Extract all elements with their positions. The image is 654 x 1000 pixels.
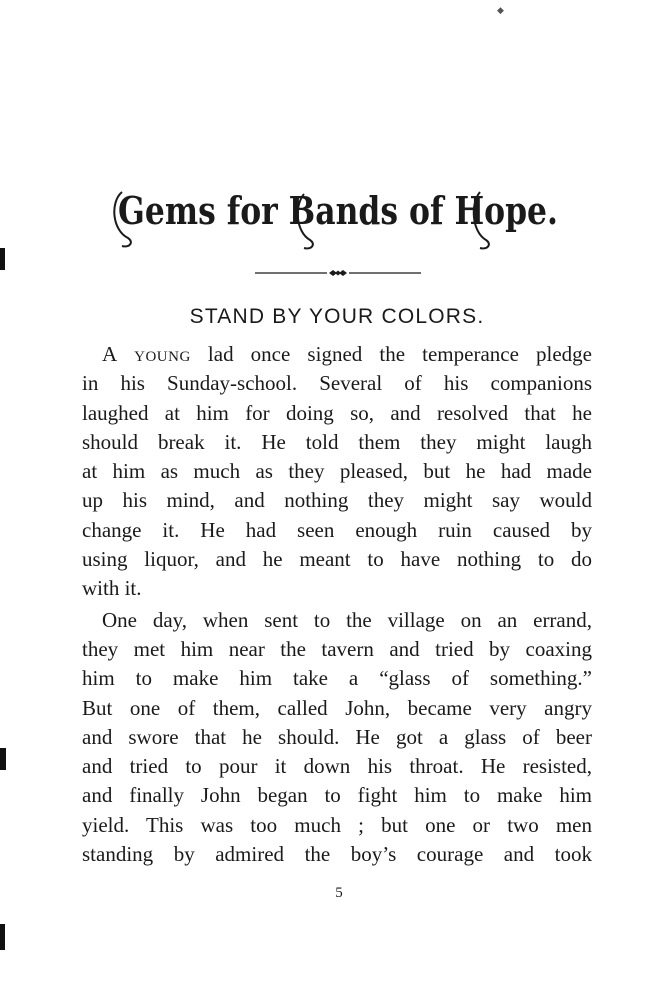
text-line — [82, 340, 592, 369]
text-line: yield. This was too much ; but one or two men — [82, 812, 592, 837]
text-line: with it. — [82, 576, 142, 601]
scan-speck: ◆ — [497, 6, 504, 16]
chapter-heading: STAND BY YOUR COLORS. — [189, 305, 485, 328]
text-line: at him as much as they pleased, but he had made — [82, 459, 592, 484]
book-title — [108, 180, 568, 250]
text-line: him to make him take a “glass of something.” — [82, 666, 592, 691]
scan-edge-mark — [0, 924, 5, 950]
text-line: and finally John began to fight him to make him — [82, 783, 592, 808]
text-line: standing by admired the boy’s courage and took — [82, 842, 592, 867]
scan-edge-mark — [0, 248, 5, 270]
text-line: up his mind, and nothing they might say would — [82, 488, 592, 513]
text-line: should break it. He told them they might laugh — [82, 429, 592, 454]
page-number: 5 — [335, 885, 343, 901]
text-line: and swore that he should. He got a glass of beer — [82, 724, 592, 749]
text-line: change it. He had seen enough ruin caused by — [82, 517, 592, 542]
ornamental-rule — [255, 268, 421, 278]
text-line: in his Sunday-school. Several of his companions — [82, 371, 592, 396]
opening-small-caps: A young — [102, 342, 191, 366]
story-body — [82, 340, 592, 869]
text-line: But one of them, called John, became very angry — [82, 695, 592, 720]
book-title-graphic — [108, 180, 568, 250]
text-line: One day, when sent to the village on an errand, — [102, 607, 592, 632]
text-line: using liquor, and he meant to have nothing to do — [82, 547, 592, 572]
book-title-text: Gems for Bands of Hope. — [118, 188, 558, 233]
text-line-rest: lad once signed the temperance pledge — [190, 342, 593, 366]
text-line: they met him near the tavern and tried by coaxing — [82, 636, 592, 661]
scan-edge-mark — [0, 748, 6, 770]
text-line: laughed at him for doing so, and resolved that he — [82, 400, 592, 425]
text-line: and tried to pour it down his throat. He resisted, — [82, 754, 592, 779]
